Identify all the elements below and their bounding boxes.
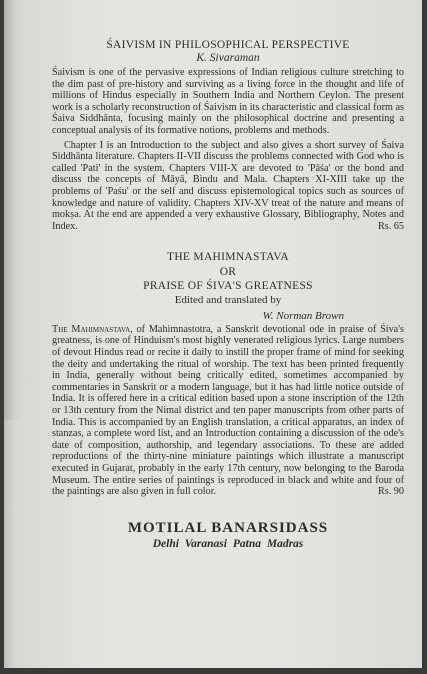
book2-paragraph [52,324,404,498]
jacket-shadow [4,0,22,420]
book1-paragraph2-text: Chapter I is an Introduction to the subject and also gives a short survey of Śaiva Siddhānta literature. Chapters II-VII discuss the problems connected with God who is called 'Pati' in the system. Chapters VIII-X are devoted to 'Pāśa' or the bond and discuss the concepts of Māyā, Bindu and Mala. Chapters XI-XIII take up the problems of 'Paśu' or the self and discuss epistemological topics such as sources of knowledge and nature of validity. Chapters XIV-XV treat of the nature and means of mokṣa. At the end are appended a very exhaustive Glossary, Bibliography, Notes and Index. [52,139,404,232]
publisher-cities: Delhi Varanasi Patna Madras [152,537,304,550]
book2-paragraph-text: of Mahimnastotra, a Sanskrit devotional ode in praise of Śiva's greatness, is one of Hinduism's most highly venerated religious lyrics. Large numbers of devout Hindus read or recite it daily to instill the proper frame of mind for seeking the deity and undertaking the ritual of worship. The text has been printed frequently in India, generally without being critically edited, sometimes accompanied by commentaries in Sanskrit or a modern language, but it has had little notice outside of India. It is offered here in a critical edition based upon a stone inscription of the 12th or 13th century from the Nimal district and ten paper manuscripts from other parts of India. This is accompanied by an English translation, a critical apparatus, an index of stanzas, a complete word list, and an Introduction containing a discussion of the ode's date of composition, authorship, and legendary associations. To these are added reproductions of the thirty-nine miniature paintings which illustrate a manuscript executed in Gujarat, probably in the early 17th century, now belonging to the Baroda Museum. The entire series of paintings is reproduced in black and white and four of the paintings are also given in full color. [52,323,404,498]
book2-title-line3: PRAISE OF ŚIVA'S GREATNESS [143,280,313,293]
book-jacket-back [4,0,422,668]
book2-title-line2: OR [219,265,237,278]
book2-author: W. Norman Brown [262,309,344,322]
publisher-name: MOTILAL BANARSIDASS [127,519,329,536]
book2-lead: The Mahimnastava, [52,323,133,335]
book1-price: Rs. 65 [377,220,404,232]
book2-section [52,250,404,497]
book1-section [52,38,404,232]
book1-paragraph1: Śaivism is one of the pervasive expressions of Indian religious culture stretching to the dim past of pre-history and surviving as a living force in the thought and life of millions of Hindus especially in Southern India and Northern Ceylon. The present work is a scholarly reconstruction of Śaivism in its characteristic and classical form as Śaiva Siddhānta, focusing mainly on the philosophical doctrine and presenting a conceptual analysis of its formative notions, problems and methods. [52,67,404,136]
book2-edited-by: Edited and translated by [174,293,282,306]
book1-paragraph2 [52,140,404,233]
book1-title: ŚAIVISM IN PHILOSOPHICAL PERSPECTIVE [106,39,350,51]
publisher-block [52,520,404,552]
book2-price: Rs. 90 [377,486,404,498]
book1-author: K. Sivaraman [196,52,260,64]
book2-title-line1: THE MAHIMNASTAVA [167,251,289,264]
